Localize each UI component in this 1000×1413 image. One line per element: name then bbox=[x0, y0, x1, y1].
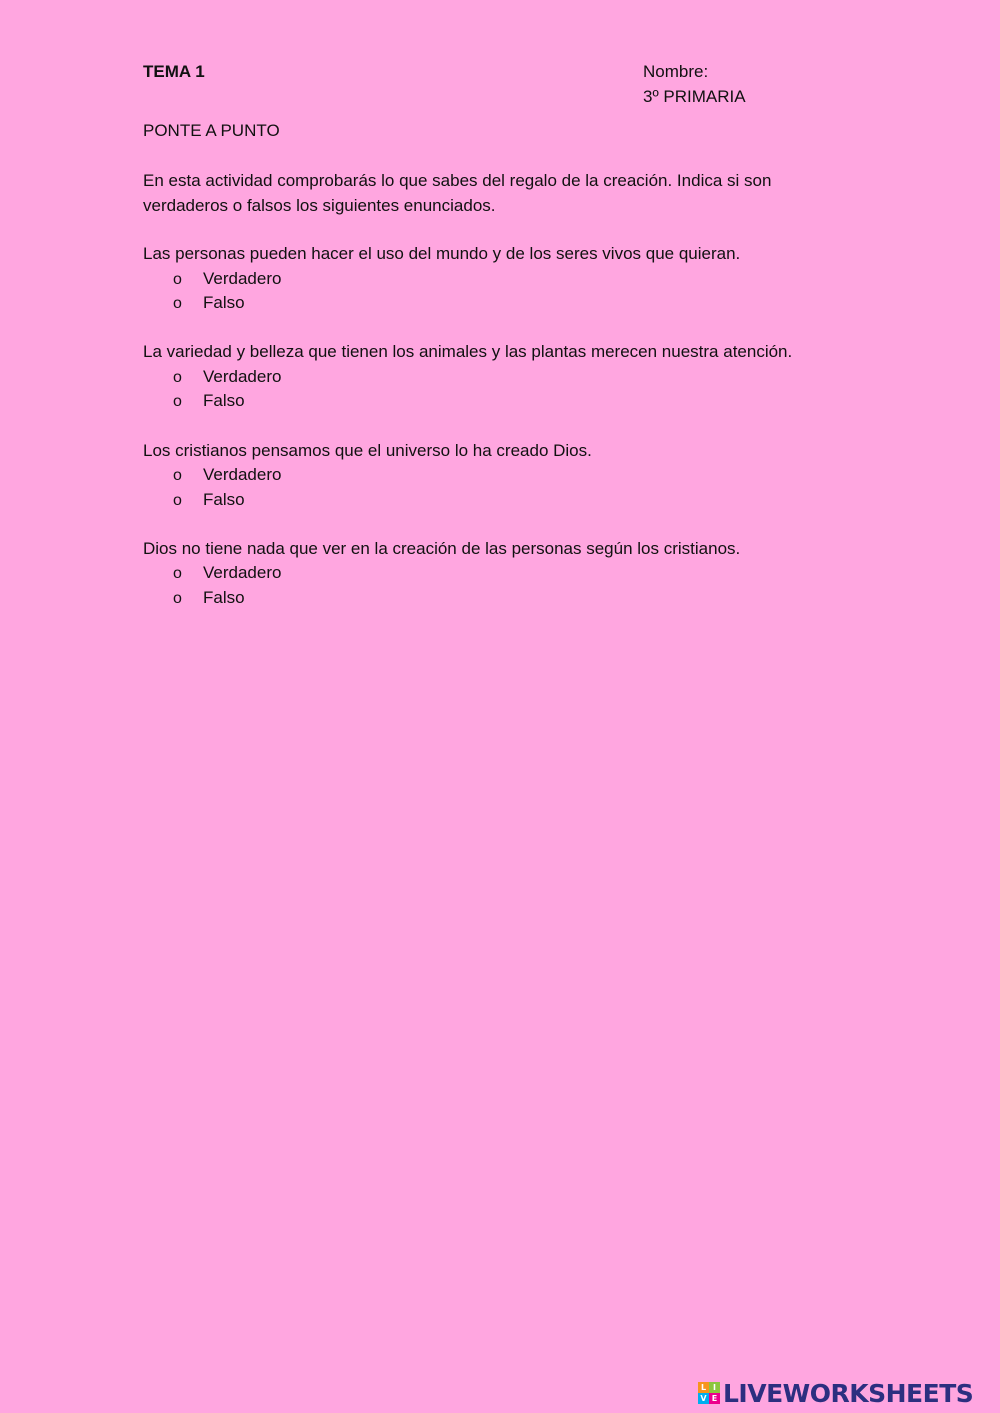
option-label: Falso bbox=[203, 293, 245, 312]
question-3-statement: Los cristianos pensamos que el universo lo ha creado Dios. bbox=[143, 441, 592, 460]
option-label: Verdadero bbox=[203, 367, 282, 386]
option-label: Verdadero bbox=[203, 563, 282, 582]
question-4-option-false[interactable] bbox=[173, 587, 245, 610]
radio-circle-icon: o bbox=[173, 295, 182, 312]
question-3-option-true[interactable] bbox=[173, 464, 281, 487]
badge-letter: V bbox=[698, 1393, 709, 1404]
radio-circle-icon: o bbox=[173, 565, 182, 582]
instructions-line-2: verdaderos o falsos los siguientes enunciados. bbox=[143, 196, 496, 215]
question-2-option-true[interactable] bbox=[173, 366, 281, 389]
question-1-statement: Las personas pueden hacer el uso del mundo y de los seres vivos que quieran. bbox=[143, 244, 741, 263]
badge-letter: I bbox=[709, 1382, 720, 1393]
logo-wordmark: LIVEWORKSHEETS bbox=[723, 1378, 974, 1408]
question-2-statement: La variedad y belleza que tienen los animales y las plantas merecen nuestra atención. bbox=[143, 342, 793, 361]
badge-letter: L bbox=[698, 1382, 709, 1393]
liveworksheets-badge-icon bbox=[698, 1382, 720, 1404]
option-label: Falso bbox=[203, 588, 245, 607]
radio-circle-icon: o bbox=[173, 271, 182, 288]
badge-letter: E bbox=[709, 1393, 720, 1404]
radio-circle-icon: o bbox=[173, 590, 182, 607]
question-2-option-false[interactable] bbox=[173, 390, 245, 413]
question-4-statement: Dios no tiene nada que ver en la creación de las personas según los cristianos. bbox=[143, 539, 741, 558]
question-3-option-false[interactable] bbox=[173, 489, 245, 512]
question-1-option-true[interactable] bbox=[173, 268, 281, 291]
option-label: Falso bbox=[203, 391, 245, 410]
radio-circle-icon: o bbox=[173, 467, 182, 484]
question-1-option-false[interactable] bbox=[173, 292, 245, 315]
grade-label: 3º PRIMARIA bbox=[643, 87, 746, 106]
radio-circle-icon: o bbox=[173, 492, 182, 509]
radio-circle-icon: o bbox=[173, 369, 182, 386]
instructions-line-1: En esta actividad comprobarás lo que sabes del regalo de la creación. Indica si son bbox=[143, 171, 772, 190]
option-label: Falso bbox=[203, 490, 245, 509]
topic-title: TEMA 1 bbox=[143, 62, 205, 81]
liveworksheets-logo bbox=[698, 1378, 973, 1408]
radio-circle-icon: o bbox=[173, 393, 182, 410]
option-label: Verdadero bbox=[203, 465, 282, 484]
name-label: Nombre: bbox=[643, 62, 709, 81]
question-4-option-true[interactable] bbox=[173, 562, 281, 585]
option-label: Verdadero bbox=[203, 269, 282, 288]
section-heading: PONTE A PUNTO bbox=[143, 121, 280, 140]
